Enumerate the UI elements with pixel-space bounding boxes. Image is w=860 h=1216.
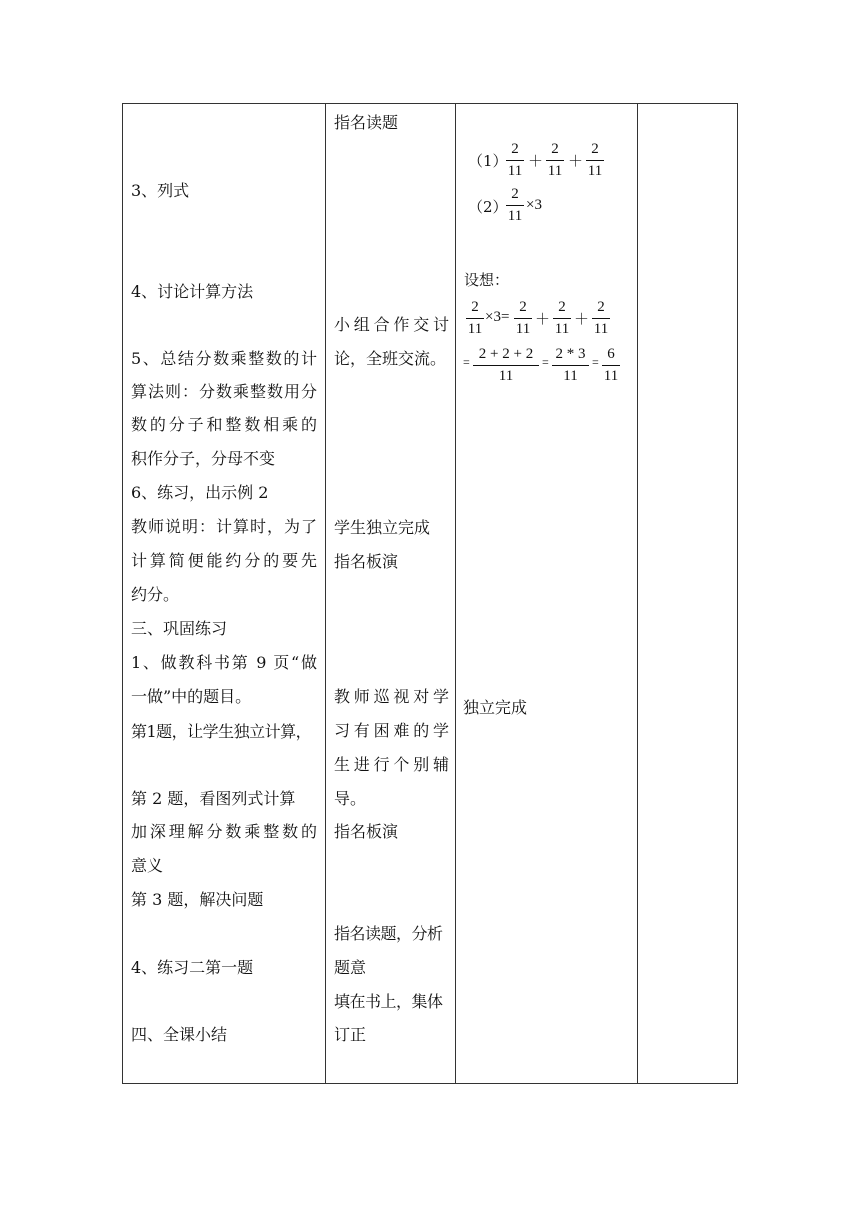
analyze-problem-line: 题意 [334, 958, 367, 977]
numerator: 2 [511, 141, 519, 157]
teacher-patrol-line: 教师巡视对学 [334, 687, 449, 706]
column-divider [325, 104, 326, 1083]
teacher-patrol-line: 习有困难的学 [334, 721, 449, 740]
numerator: 2 * 3 [555, 346, 586, 362]
fraction [473, 346, 539, 386]
equals-sign: = [463, 355, 470, 369]
teacher-note-line: 教师说明：计算时，为了 [131, 517, 317, 536]
plus-sign: ＋ [535, 312, 551, 328]
times-three-equals: ×3= [485, 309, 510, 325]
fraction [546, 141, 564, 181]
label-1: （1） [468, 152, 508, 170]
step5-line: 积作分子，分母不变 [131, 449, 276, 468]
teacher-patrol-line: 导。 [334, 789, 367, 808]
numerator: 2 [597, 299, 605, 315]
numerator: 2 [551, 141, 559, 157]
column-divider [455, 104, 456, 1083]
denominator: 11 [467, 321, 483, 337]
denominator: 11 [587, 163, 603, 179]
step6-practice: 6、练习，出示例 2 [131, 483, 269, 502]
step5-line: 数的分子和整数相乘的 [131, 415, 317, 434]
equals-sign: = [542, 355, 549, 369]
student-independent: 学生独立完成 [334, 518, 431, 537]
fraction [586, 141, 604, 181]
read-problem: 指名读题 [334, 113, 399, 132]
teacher-patrol-line: 生进行个别辅 [334, 755, 449, 774]
denominator: 11 [515, 321, 531, 337]
plus-sign: ＋ [568, 154, 584, 170]
denominator: 11 [563, 368, 578, 384]
denominator: 11 [507, 163, 523, 179]
fraction [592, 299, 610, 339]
numerator: 2 [519, 299, 527, 315]
step5-line: 算法则：分数乘整数用分 [131, 382, 317, 401]
numerator: 2 [471, 299, 479, 315]
column-divider [637, 104, 638, 1083]
denominator: 11 [554, 321, 570, 337]
fill-correct-line: 订正 [334, 1025, 367, 1044]
group-discussion-line: 小组合作交讨 [334, 315, 449, 334]
question2-detail-line: 加深理解分数乘整数的 [131, 822, 317, 841]
section4-heading: 四、全课小结 [131, 1025, 228, 1044]
denominator: 11 [603, 368, 619, 384]
plus-sign: ＋ [528, 154, 544, 170]
question2-detail-line: 意义 [131, 856, 164, 875]
complete-independently: 独立完成 [463, 698, 528, 717]
step3-list-expression: 3、列式 [131, 181, 190, 200]
fraction [514, 299, 532, 339]
numerator: 2 [511, 186, 519, 202]
denominator: 11 [547, 163, 563, 179]
fraction [552, 346, 589, 386]
question1: 第1题，让学生独立计算， [131, 722, 312, 741]
denominator: 11 [507, 208, 523, 224]
numerator: 6 [607, 346, 615, 362]
numerator: 2 [558, 299, 566, 315]
fraction [466, 299, 484, 339]
step4-discuss-method: 4、讨论计算方法 [131, 282, 254, 301]
label-2: （2） [468, 198, 508, 216]
board-demo: 指名板演 [334, 822, 399, 841]
equals-sign: = [592, 355, 599, 369]
fraction [553, 299, 571, 339]
question2: 第 2 题，看图列式计算 [131, 789, 296, 808]
analyze-problem-line: 指名读题，分析 [334, 924, 443, 943]
plus-sign: ＋ [574, 312, 590, 328]
fraction [506, 186, 524, 226]
group-discussion-line: 论，全班交流。 [334, 349, 447, 368]
exercise4: 4、练习二第一题 [131, 958, 254, 977]
fraction [602, 346, 620, 386]
fill-correct-line: 填在书上，集体 [334, 992, 443, 1011]
step5-line: 5、总结分数乘整数的计 [131, 349, 317, 368]
hypothesis-label: 设想： [464, 271, 510, 289]
fraction [506, 141, 524, 181]
times-three: ×3 [526, 197, 542, 213]
teacher-note-line: 计算简便能约分的要先 [131, 551, 317, 570]
section3-heading: 三、巩固练习 [131, 619, 228, 638]
exercise1-line: 一做”中的题目。 [131, 687, 252, 706]
exercise1-line: 1、做教科书第 9 页“做 [131, 653, 317, 672]
teacher-note-line: 约分。 [131, 585, 180, 604]
question3: 第 3 题，解决问题 [131, 890, 264, 909]
denominator: 11 [593, 321, 609, 337]
numerator: 2 + 2 + 2 [478, 346, 534, 362]
board-demo: 指名板演 [334, 552, 399, 571]
denominator: 11 [498, 368, 514, 384]
numerator: 2 [591, 141, 599, 157]
